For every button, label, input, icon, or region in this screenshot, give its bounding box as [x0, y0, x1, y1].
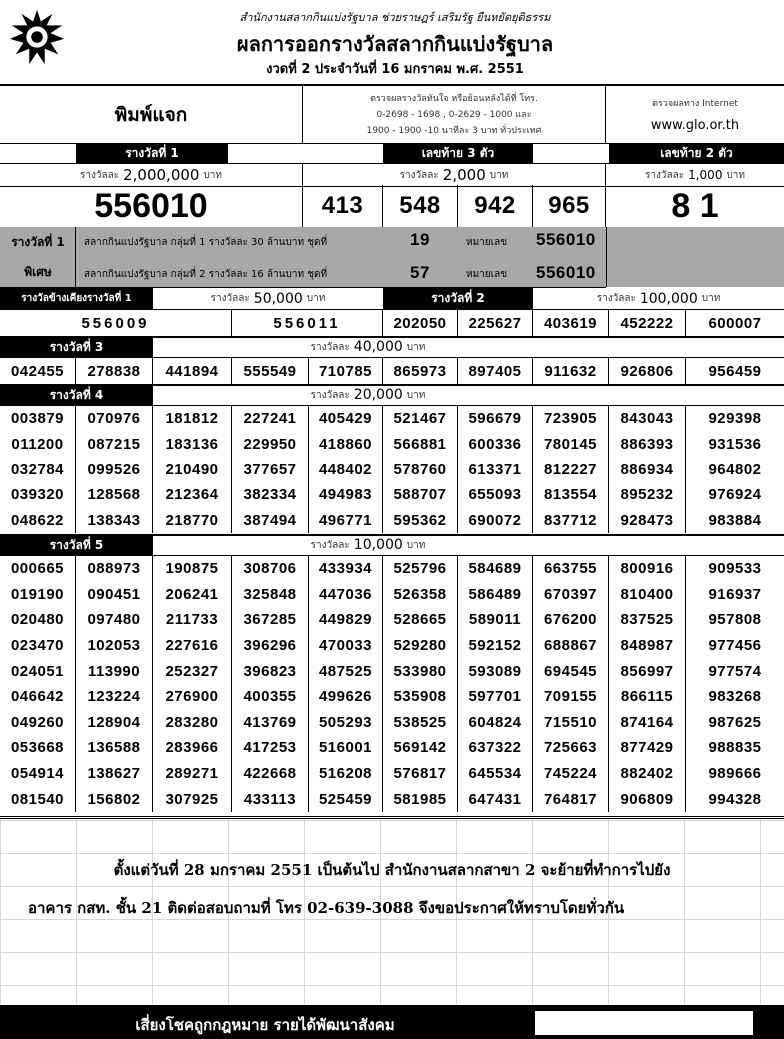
- prize4-number: 181812: [153, 406, 232, 431]
- prize4-number: 183136: [153, 431, 232, 456]
- prize5-header: [0, 535, 784, 555]
- page-title: ผลการออกรางวัลสลากกินแบ่งรัฐบาล: [236, 32, 554, 56]
- prize5-number: 367285: [232, 607, 309, 633]
- last3-amount: รางวัลละ 2,000 บาท: [303, 164, 606, 186]
- prize3-header: [0, 337, 784, 357]
- prize4-number: 578760: [383, 457, 458, 482]
- prize5-number: 988835: [708, 739, 762, 757]
- prize2-number: 202050: [383, 310, 458, 336]
- prize5-number: 764817: [533, 786, 609, 812]
- prize4-number: 812227: [533, 457, 609, 482]
- number-row: [0, 508, 784, 533]
- prize4-number: 087215: [76, 431, 153, 456]
- prize5-number: 123224: [76, 684, 153, 710]
- prize4-number: 521467: [383, 406, 458, 431]
- prize4-number: 595362: [383, 508, 458, 533]
- adjacent-amount: รางวัลละ 50,000 บาท: [210, 290, 326, 307]
- prize5-number: 983268: [708, 688, 762, 706]
- prize5-number: 138627: [76, 761, 153, 787]
- last3-number-2: 548: [383, 185, 458, 227]
- last3-title: เลขท้าย 3 ตัว: [383, 143, 533, 163]
- top-prize-titles: [0, 143, 784, 163]
- prize4-number: 596679: [458, 406, 533, 431]
- prize5-number: 745224: [533, 761, 609, 787]
- prize5-number: 227616: [153, 633, 232, 659]
- prize3-number: 926806: [609, 358, 686, 384]
- prize5-number: 000665: [0, 556, 76, 582]
- prize4-number: 613371: [458, 457, 533, 482]
- prize5-number: 499626: [309, 684, 383, 710]
- prize4-number: 405429: [309, 406, 383, 431]
- prize5-grid: [0, 555, 784, 819]
- prize4-number: 496771: [309, 508, 383, 533]
- prize5-number: 128904: [76, 710, 153, 736]
- prize1-amount: รางวัลละ 2,000,000 บาท: [0, 164, 303, 186]
- prize5-number: 053668: [0, 735, 76, 761]
- prize5-number: 190875: [153, 556, 232, 582]
- prize5-number: 516001: [309, 735, 383, 761]
- special-desc-row1: สลากกินแบ่งรัฐบาล กลุ่มที่ 1 รางวัลละ 30 ล้านบาท ชุดที่: [84, 237, 328, 248]
- number-row: [0, 457, 784, 482]
- notice-line-1: ตั้งแต่วันที่ 28 มกราคม 2551 เป็นต้นไป สำนักงานสลากสาขา 2 จะย้ายที่ทำการไปยัง: [113, 861, 671, 879]
- prize5-number: 090451: [76, 582, 153, 608]
- prize5-number: 586489: [458, 582, 533, 608]
- prize5-number: 113990: [76, 658, 153, 684]
- last3-number-3: 942: [458, 185, 533, 227]
- prize4-number: 212364: [153, 482, 232, 507]
- prize4-number: 227241: [232, 406, 309, 431]
- prize2-number: 452222: [609, 310, 686, 336]
- prize5-number: 538525: [383, 710, 458, 736]
- phone-info: [303, 86, 606, 143]
- prize5-number: 516208: [309, 761, 383, 787]
- prize4-number: 843043: [609, 406, 686, 431]
- prize5-number: 584689: [458, 556, 533, 582]
- footer-blank-box: [535, 1011, 753, 1035]
- prize5-number: 810400: [609, 582, 686, 608]
- prize4-number: 418860: [309, 431, 383, 456]
- prize4-number: 837712: [533, 508, 609, 533]
- prize2-number: 225627: [458, 310, 533, 336]
- prize5-number: 581985: [383, 786, 458, 812]
- prize4-number: 387494: [232, 508, 309, 533]
- prize5-number: 647431: [458, 786, 533, 812]
- number-row: [0, 786, 784, 812]
- prize5-number: 097480: [76, 607, 153, 633]
- phone-line-1: ตรวจผลรางวัลทันใจ หรือย้อนหลังได้ที่ โทร.: [370, 93, 538, 104]
- prize4-number: 600336: [458, 431, 533, 456]
- number-row: [0, 684, 784, 710]
- number-row: [0, 431, 784, 456]
- special-prize-block: [0, 227, 606, 288]
- adjacent-prize2-numbers: [0, 309, 784, 338]
- prize4-number: 780145: [533, 431, 609, 456]
- prize5-number: 994328: [708, 790, 762, 808]
- prize4-number: 003879: [0, 406, 76, 431]
- lottery-office-emblem-icon: [8, 8, 66, 66]
- prize4-grid: [0, 405, 784, 536]
- prize5-amount: รางวัลละ 10,000 บาท: [310, 537, 426, 553]
- prize4-title: รางวัลที่ 4: [0, 385, 153, 405]
- footer-slogan: เสี่ยงโชคถูกกฎหมาย รายได้พัฒนาสังคม: [135, 1016, 395, 1034]
- number-row: [0, 735, 784, 761]
- prize2-title: รางวัลที่ 2: [383, 288, 533, 309]
- number-row: [0, 761, 784, 787]
- prize3-number: 555549: [232, 358, 309, 384]
- prize5-number: 525459: [309, 786, 383, 812]
- prize5-number: 837525: [609, 607, 686, 633]
- prize5-number: 874164: [609, 710, 686, 736]
- prize4-number: 566881: [383, 431, 458, 456]
- prize4-number: 138343: [76, 508, 153, 533]
- prize5-number: 136588: [76, 735, 153, 761]
- header: [0, 0, 784, 85]
- phone-line-3: 1900 - 1900 -10 นาทีละ 3 บาท ทั่วประเทศ: [366, 125, 542, 136]
- prize5-number: 289271: [153, 761, 232, 787]
- website-link[interactable]: www.glo.or.th: [650, 118, 740, 133]
- prize3-numbers: [0, 357, 784, 386]
- special-desc-row2: สลากกินแบ่งรัฐบาล กลุ่มที่ 2 รางวัลละ 16 ล้านบาท ชุดที่: [84, 269, 328, 280]
- special-label-row1: รางวัลที่ 1: [11, 235, 65, 249]
- prize5-number: 088973: [76, 556, 153, 582]
- prize5-number: 593089: [458, 658, 533, 684]
- prize5-number: 526358: [383, 582, 458, 608]
- adjacent-number-2: 556011: [232, 310, 383, 336]
- prize5-number: 528665: [383, 607, 458, 633]
- prize5-number: 637322: [458, 735, 533, 761]
- prize3-number: 911632: [533, 358, 609, 384]
- prize4-number: 099526: [76, 457, 153, 482]
- prize5-number: 882402: [609, 761, 686, 787]
- prize5-number: 670397: [533, 582, 609, 608]
- number-row: [0, 482, 784, 507]
- prize5-number: 307925: [153, 786, 232, 812]
- info-bar: [0, 86, 784, 144]
- prize5-title: รางวัลที่ 5: [0, 535, 153, 555]
- prize5-number: 049260: [0, 710, 76, 736]
- prize4-number: 382334: [232, 482, 309, 507]
- prize4-number: 813554: [533, 482, 609, 507]
- prize5-number: 206241: [153, 582, 232, 608]
- prize5-number: 046642: [0, 684, 76, 710]
- prize4-number: 976924: [708, 486, 762, 504]
- prize5-number: 276900: [153, 684, 232, 710]
- prize5-number: 081540: [0, 786, 76, 812]
- prize5-number: 576817: [383, 761, 458, 787]
- prize5-number: 487525: [309, 658, 383, 684]
- special-set-row1: 19: [410, 230, 430, 249]
- prize5-number: 325848: [232, 582, 309, 608]
- prize3-title: รางวัลที่ 3: [0, 337, 153, 357]
- last3-number-4: 965: [533, 185, 606, 227]
- notice-line-2: อาคาร กสท. ชั้น 21 ติดต่อสอบถามที่ โทร 02-639-3088 จึงขอประกาศให้ทราบโดยทั่วกัน: [28, 899, 625, 917]
- prize4-number: 494983: [309, 482, 383, 507]
- prize5-number: 989666: [708, 765, 762, 783]
- prize3-number: 042455: [0, 358, 76, 384]
- prize5-number: 020480: [0, 607, 76, 633]
- last2-amount: รางวัลละ 1,000 บาท: [644, 168, 746, 182]
- prize5-number: 433113: [232, 786, 309, 812]
- prize5-number: 597701: [458, 684, 533, 710]
- prize5-number: 856997: [609, 658, 686, 684]
- number-row: [0, 556, 784, 582]
- prize5-number: 604824: [458, 710, 533, 736]
- prize5-number: 977456: [708, 637, 762, 655]
- special-empty-cell: [606, 227, 784, 287]
- prize5-number: 533980: [383, 658, 458, 684]
- number-row: [0, 710, 784, 736]
- prize5-number: 906809: [609, 786, 686, 812]
- prize5-number: 957808: [708, 611, 762, 629]
- special-number-row1: 556010: [536, 230, 596, 249]
- prize1-number: 556010: [0, 185, 303, 227]
- prize5-number: 400355: [232, 684, 309, 710]
- prize5-number: 569142: [383, 735, 458, 761]
- top-prize-numbers: [0, 185, 784, 228]
- prize5-number: 877429: [609, 735, 686, 761]
- prize5-number: 252327: [153, 658, 232, 684]
- prize5-number: 396296: [232, 633, 309, 659]
- prize4-number: 928473: [609, 508, 686, 533]
- prize5-number: 417253: [232, 735, 309, 761]
- prize2-amount: รางวัลละ 100,000 บาท: [596, 290, 721, 307]
- top-prize-amounts: [0, 163, 784, 187]
- last3-number-1: 413: [303, 185, 383, 227]
- prize5-number: 396823: [232, 658, 309, 684]
- prize4-number: 448402: [309, 457, 383, 482]
- prize4-number: 032784: [0, 457, 76, 482]
- prize4-amount: รางวัลละ 20,000 บาท: [310, 387, 426, 403]
- prize5-number: 433934: [309, 556, 383, 582]
- prize3-amount: รางวัลละ 40,000 บาท: [310, 339, 426, 355]
- prize5-number: 589011: [458, 607, 533, 633]
- prize3-number: 897405: [458, 358, 533, 384]
- prize5-number: 977574: [708, 662, 762, 680]
- prize4-header: [0, 385, 784, 405]
- prize5-number: 211733: [153, 607, 232, 633]
- prize4-number: 377657: [232, 457, 309, 482]
- prize5-number: 102053: [76, 633, 153, 659]
- prize3-number: 865973: [383, 358, 458, 384]
- prize5-number: 645534: [458, 761, 533, 787]
- prize4-number: 011200: [0, 431, 76, 456]
- notice-area: [0, 820, 784, 1005]
- prize5-number: 422668: [232, 761, 309, 787]
- prize3-number: 278838: [76, 358, 153, 384]
- prize5-number: 529280: [383, 633, 458, 659]
- prize2-number: 403619: [533, 310, 609, 336]
- prize5-number: 156802: [76, 786, 153, 812]
- header-slogan: สำนักงานสลากกินแบ่งรัฐบาล ช่วยราษฎร์ เสริมรัฐ ยืนหยัดยุติธรรม: [239, 11, 551, 24]
- special-number-row2: 556010: [536, 263, 596, 282]
- prize4-number: 723905: [533, 406, 609, 431]
- prize5-number: 413769: [232, 710, 309, 736]
- last2-title: เลขท้าย 2 ตัว: [609, 143, 784, 163]
- prize5-number: 688867: [533, 633, 609, 659]
- prize5-number: 848987: [609, 633, 686, 659]
- special-number-label-row1: หมายเลข: [466, 237, 508, 248]
- prize4-number: 218770: [153, 508, 232, 533]
- prize5-number: 470033: [309, 633, 383, 659]
- prize5-number: 800916: [609, 556, 686, 582]
- prize5-number: 866115: [609, 684, 686, 710]
- prize4-number: 588707: [383, 482, 458, 507]
- prize5-number: 283966: [153, 735, 232, 761]
- prize5-number: 505293: [309, 710, 383, 736]
- prize3-number: 441894: [153, 358, 232, 384]
- phone-line-2: 0-2698 - 1698 , 0-2629 - 1000 และ: [376, 109, 532, 120]
- adjacent-title: รางวัลข้างเคียงรางวัลที่ 1: [0, 288, 153, 309]
- prize5-number: 694545: [533, 658, 609, 684]
- special-number-label-row2: หมายเลข: [466, 269, 508, 280]
- prize5-number: 019190: [0, 582, 76, 608]
- prize4-number: 039320: [0, 482, 76, 507]
- number-row: [0, 582, 784, 608]
- prize5-number: 663755: [533, 556, 609, 582]
- prize1-title: รางวัลที่ 1: [76, 143, 228, 163]
- adjacent-prize2-titles: [0, 288, 784, 309]
- prize5-number: 592152: [458, 633, 533, 659]
- prize2-number: 600007: [708, 314, 762, 332]
- last2-number: 8 1: [671, 186, 719, 225]
- prize3-number: 710785: [309, 358, 383, 384]
- prize4-number: 229950: [232, 431, 309, 456]
- internet-label: ตรวจผลทาง Internet: [652, 99, 738, 109]
- prize5-number: 283280: [153, 710, 232, 736]
- prize5-number: 023470: [0, 633, 76, 659]
- prize4-number: 886393: [609, 431, 686, 456]
- prize5-number: 449829: [309, 607, 383, 633]
- prize4-number: 964802: [708, 460, 762, 478]
- prize5-number: 676200: [533, 607, 609, 633]
- prize5-number: 308706: [232, 556, 309, 582]
- special-label-row2: พิเศษ: [24, 265, 52, 279]
- prize5-number: 709155: [533, 684, 609, 710]
- prize4-number: 210490: [153, 457, 232, 482]
- free-print-label: พิมพ์แจก: [0, 86, 303, 143]
- internet-info: [606, 86, 784, 143]
- prize5-number: 909533: [708, 560, 762, 578]
- number-row: [0, 607, 784, 633]
- prize4-number: 886934: [609, 457, 686, 482]
- number-row: [0, 406, 784, 431]
- prize3-number: 956459: [708, 362, 762, 380]
- prize4-number: 070976: [76, 406, 153, 431]
- prize4-number: 983884: [708, 511, 762, 529]
- prize5-number: 987625: [708, 713, 762, 731]
- prize5-number: 054914: [0, 761, 76, 787]
- special-set-row2: 57: [410, 263, 430, 282]
- prize5-number: 525796: [383, 556, 458, 582]
- footer: [0, 1005, 784, 1039]
- prize5-number: 916937: [708, 585, 762, 603]
- prize4-number: 655093: [458, 482, 533, 507]
- prize5-number: 715510: [533, 710, 609, 736]
- prize4-number: 895232: [609, 482, 686, 507]
- number-row: [0, 633, 784, 659]
- prize4-number: 690072: [458, 508, 533, 533]
- prize5-number: 725663: [533, 735, 609, 761]
- prize4-number: 929398: [708, 410, 762, 428]
- draw-info: งวดที่ 2 ประจำวันที่ 16 มกราคม พ.ศ. 2551: [266, 62, 524, 77]
- prize4-number: 931536: [708, 435, 762, 453]
- number-row: [0, 658, 784, 684]
- adjacent-number-1: 556009: [0, 310, 232, 336]
- prize5-number: 447036: [309, 582, 383, 608]
- prize5-number: 535908: [383, 684, 458, 710]
- prize5-number: 024051: [0, 658, 76, 684]
- prize4-number: 128568: [76, 482, 153, 507]
- prize4-number: 048622: [0, 508, 76, 533]
